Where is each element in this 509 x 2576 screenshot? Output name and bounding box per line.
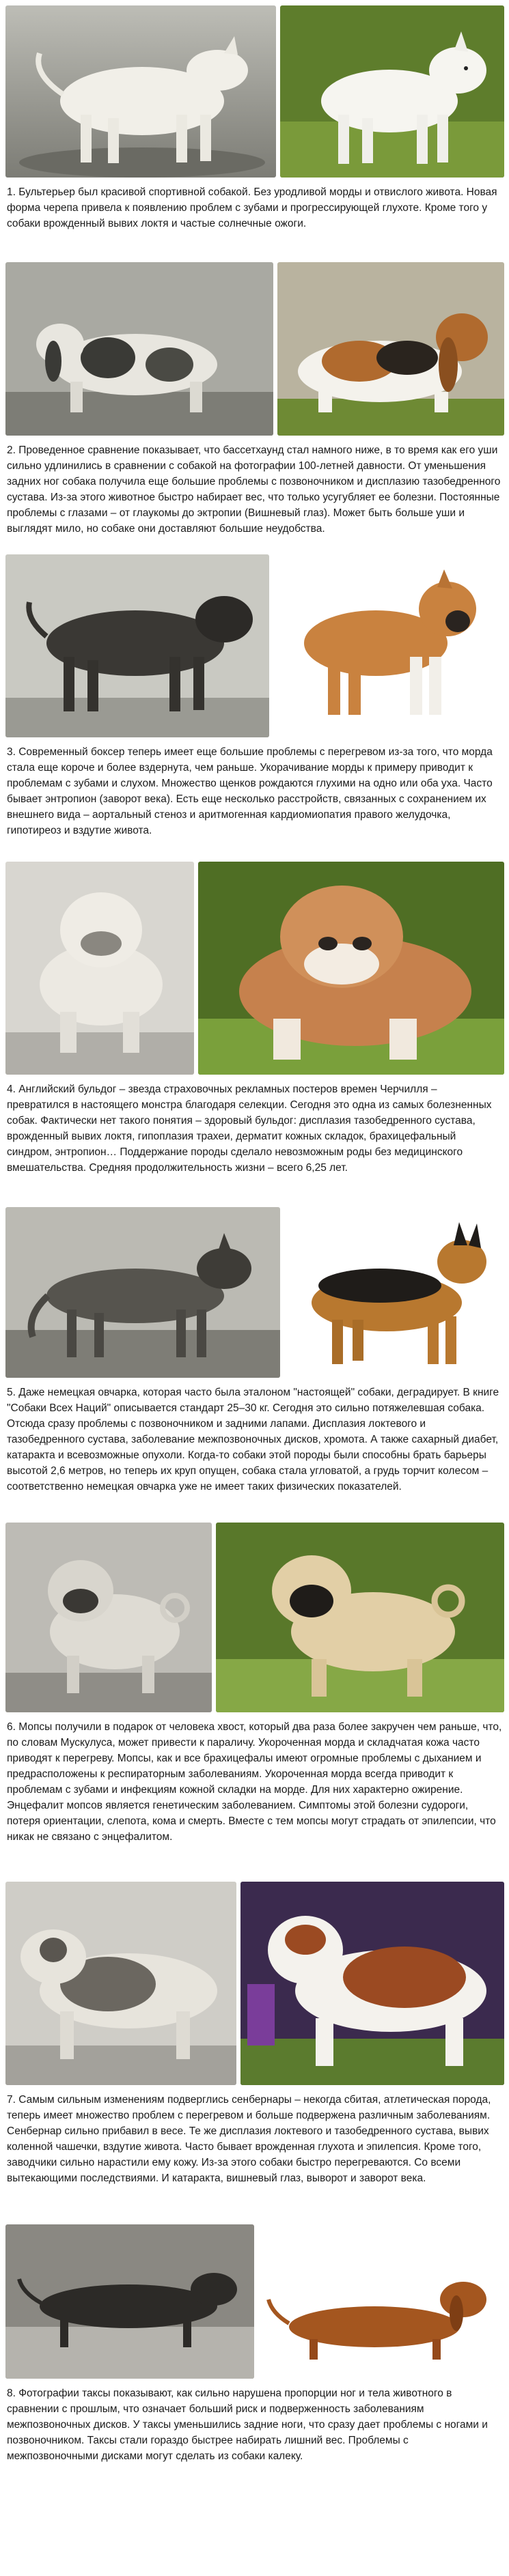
photo-basset-hound-modern: [277, 262, 504, 436]
caption-basset-hound: 2. Проведенное сравнение показывает, что бассетхаунд стал намного ниже, в то время как его уши сильно удлинились в сравнении с собакой на фотографии 100-летней давности. От уменьшения задних ног собака получила еще большие проблемы с позвоночником и дисплазию тазобедренного сустава. Из-за этого животное быстро набирает вес, что только усугубляет ее болезни. Постоянные проблемы с глазами – от глаукомы до эктропии (Вишневый глаз). Может быть больше уши и выглядят мило, но собаке они доставляют большие неудобства.: [7, 444, 501, 535]
photo-dachshund-modern: [258, 2224, 504, 2379]
caption-english-bulldog: 4. Английский бульдог – звезда страховочных рекламных постеров времен Черчилля – превратился в настоящего монстра благодаря селекции. Сегодня это одна из самых болезненных собак. Фактически нет такого понятия – здоровый бульдог: дисплазия тазобедренного сустава, врожденный вывих локтя, гипоплазия трахеи, дерматит кожных складок, брахицефальный синдром, энтропион… Поддержание породы сделало невозможным роды без медицинского вмешательства. Средняя продолжительность жизни – всего 6,25 лет.: [7, 1084, 492, 1174]
photo-english-bulldog-modern: [198, 862, 504, 1075]
caption-dachshund: 8. Фотографии таксы показывают, как сильно нарушена пропорции ног и тела животного в сравнении с прошлым, что означает больший риск и подверженность заболеваниям межпозвоночных дисков. У таксы уменьшились задние ноги, что сразу дает проблемы с ногами и позвоночником. Таксы стали гораздо быстрее набирать лишний вес. Проблемы с межпозвоночными дисками могут сделать из собаки калеку.: [7, 2388, 488, 2462]
photo-boxer-old: [5, 554, 269, 737]
photo-st-bernard-modern: [240, 1882, 504, 2085]
photo-german-shepherd-old: [5, 1207, 280, 1378]
photo-english-bulldog-old: [5, 862, 194, 1075]
caption-st-bernard: 7. Самым сильным изменениям подверглись сенбернары – некогда сбитая, атлетическая порода, теперь имеет множество проблем с перегревом и больше подвержена различным заболеваниям. Сенбернар сильно прибавил в весе. Те же дисплазия локтевого и тазобедренного сустава, вывих коленной чашечки, вздутие живота. Часто бывает врожденная глухота и эпилепсия. Кроме того, заводчики сильно нарастили ему кожу. Из-за этого собаки быстро перегреваются. Со всеми вытекающими последствиями. И катаракта, вишневый глаз, выворот и заворот века.: [7, 2094, 491, 2184]
photo-pug-old: [5, 1523, 212, 1712]
photo-boxer-modern: [273, 554, 504, 737]
photo-bull-terrier-old: [5, 5, 276, 178]
photo-bull-terrier-modern: [280, 5, 504, 178]
photo-pug-modern: [216, 1523, 504, 1712]
photo-german-shepherd-modern: [284, 1207, 504, 1378]
photo-dachshund-old: [5, 2224, 254, 2379]
photo-basset-hound-old: [5, 262, 273, 436]
caption-pug: 6. Мопсы получили в подарок от человека хвост, который два раза более закручен чем раньше, что, по словам Мускулуса, может привести к параличу. Укороченная морда и складчатая кожа часто приводят к перегреву. Мопсы, как и все брахицефалы имеют огромные проблемы с дыханием и предрасположены к респираторным заболеваниям. Укороченная морда всегда приводит к проблемам с зубами и инфекциям кожной складки на морде. Для них характерно ожирение. Энцефалит мопсов является генетическим заболеванием. Симптомы этой болезни судороги, потеря ориентации, слепота, кома и смерть. Вместе с тем мопсы могут страдать от эпилепсии, что никак не связано с энцефалитом.: [7, 1721, 502, 1843]
caption-bull-terrier: 1. Бультерьер был красивой спортивной собакой. Без уродливой морды и отвислого живота. Новая форма черепа привела к появлению проблем с зубами и прогрессирующей глухоте. Кроме того у собаки врожденный вывих локтя и частые солнечные ожоги.: [7, 186, 497, 229]
caption-german-shepherd: 5. Даже немецкая овчарка, которая часто была эталоном "настоящей" собаки, деградирует. В книге "Собаки Всех Наций" описывается стандарт 25–30 кг. Сегодня это сильно потяжелевшая собака. Отсюда сразу проблемы с позвоночником и задними лапами. Дисплазия локтевого и тазобедренного сустава, заболевание межпозвоночных дисков, хромота. А также сахарный диабет, катаракта и всевозможные опухоли. Когда-то собаки этой породы были способны брать барьеры высотой 2,6 метров, но теперь их круп опущен, собака стала угловатой, а грудь торчит колесом – соответственно немецкая овчарка уже не имеет таких физических показателей.: [7, 1387, 499, 1492]
photo-st-bernard-old: [5, 1882, 236, 2085]
caption-boxer: 3. Современный боксер теперь имеет еще большие проблемы с перегревом из-за того, что морда стала еще короче и более вздернута, чем раньше. Укорачивание морды к примеру приводит к проблемам с зубами и слухом. Множество щенков рождаются глухими на одно или оба уха. Часто бывает энтропион (заворот века). Есть еще несколько расстройств, связанных с сохранением их внешнего вида – аортальный стеноз и аритмогенная кардиомиопатия правого желудочка, гипотиреоз и вздутие живота.: [7, 746, 493, 836]
